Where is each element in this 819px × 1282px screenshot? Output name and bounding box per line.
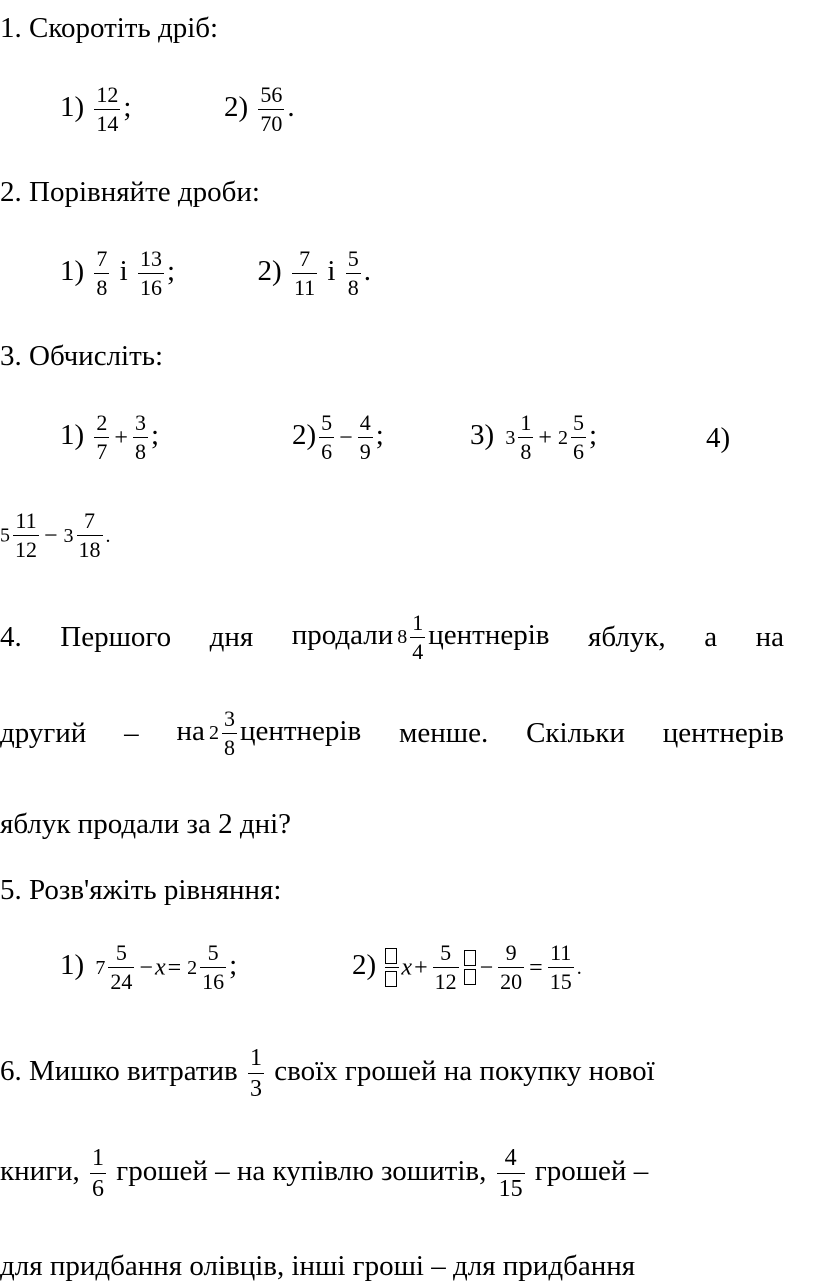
punct: ; [229, 949, 238, 982]
numerator: 3 [134, 410, 146, 435]
denominator: 24 [110, 969, 133, 994]
fraction [258, 84, 284, 135]
fraction [200, 942, 226, 993]
denominator: 11 [293, 275, 316, 300]
whole-part: 3 [63, 524, 74, 547]
task5-item2 [352, 942, 582, 993]
minus-sign: − [339, 424, 353, 451]
numerator: 7 [96, 246, 108, 271]
whole-part: 8 [397, 626, 408, 648]
equals-sign: = [529, 954, 543, 981]
text: книги, [0, 1155, 80, 1188]
fraction [222, 708, 237, 759]
numerator: 1 [250, 1045, 262, 1071]
fraction [13, 510, 39, 561]
fraction [518, 412, 533, 463]
fraction [292, 248, 317, 299]
numerator: 1 [412, 610, 424, 635]
whole-part: 3 [505, 426, 516, 449]
numerator: 13 [139, 246, 162, 271]
denominator: 6 [90, 1173, 106, 1201]
word: другий [0, 717, 87, 749]
denominator: 6 [321, 439, 333, 464]
denominator: 12 [434, 969, 457, 994]
word: яблук, [588, 621, 666, 653]
word: на [755, 621, 784, 653]
word: Першого [60, 621, 172, 653]
equals-sign: = [167, 954, 182, 981]
whole-part: 2 [557, 426, 568, 449]
punct: ; [375, 419, 384, 452]
task2-item2-label: 2) [257, 255, 282, 288]
text: своїх грошей на покупку нової [274, 1055, 655, 1088]
punct: . [576, 957, 582, 980]
denominator: 7 [96, 439, 108, 464]
denominator: 8 [223, 735, 235, 760]
task5-item1-label: 1) [60, 949, 85, 982]
numerator: 3 [223, 706, 235, 731]
fraction [94, 412, 109, 463]
denominator: 4 [412, 639, 424, 664]
numerator: 12 [96, 82, 119, 107]
punct: . [287, 91, 295, 124]
task3-item3 [470, 412, 597, 463]
fraction [548, 942, 574, 993]
task2-title: 2. Порівняйте дроби: [0, 176, 260, 208]
fraction [433, 942, 459, 993]
fraction [497, 1146, 525, 1201]
task3-item1-label: 1) [60, 419, 85, 452]
denominator: 8 [520, 439, 532, 464]
denominator: 14 [96, 111, 119, 136]
plus-sign: + [414, 954, 428, 981]
numerator: 4 [504, 1145, 517, 1171]
task3-item3-label: 3) [470, 419, 495, 452]
missing-glyph-box [385, 971, 397, 987]
mixed-number-group [292, 612, 550, 663]
task3-item4 [0, 510, 111, 561]
mixed-number-group [177, 708, 362, 759]
minus-sign: − [44, 522, 58, 549]
missing-glyph-box [464, 950, 476, 966]
numerator: 7 [299, 246, 311, 271]
denominator: 9 [359, 439, 371, 464]
task5-item1 [60, 942, 237, 993]
task5-title: 5. Розв'яжіть рівняння: [0, 874, 282, 906]
numerator: 11 [550, 940, 572, 965]
task4-line3: яблук продали за 2 дні? [0, 808, 292, 840]
punct: ; [150, 419, 160, 452]
denominator: 15 [549, 969, 572, 994]
numerator: 1 [92, 1145, 105, 1171]
denominator: 20 [500, 969, 523, 994]
punct: ; [123, 91, 132, 124]
punct: . [105, 525, 111, 548]
task3-item1 [60, 412, 159, 463]
task2-items [60, 248, 371, 299]
fraction [248, 1046, 264, 1101]
task2-item1-label: 1) [60, 255, 85, 288]
word: – [124, 717, 139, 749]
task1-title: 1. Скоротіть дріб: [0, 12, 219, 44]
task4-line1 [0, 612, 784, 663]
numerator: 1 [520, 410, 532, 435]
word: на [176, 715, 205, 748]
denominator: 16 [202, 969, 225, 994]
word: центнерів [239, 715, 362, 748]
task6-line1 [0, 1046, 655, 1101]
denominator: 15 [497, 1173, 525, 1201]
numerator: 9 [505, 940, 517, 965]
missing-glyph-bracket [464, 950, 476, 985]
task6-line2 [0, 1146, 648, 1201]
task5-item2-label: 2) [352, 949, 377, 982]
word: Скільки [526, 717, 625, 749]
task1-item2-label: 2) [223, 91, 249, 124]
task3-item2 [292, 412, 384, 463]
numerator: 5 [115, 940, 127, 965]
word: а [704, 621, 718, 653]
minus-sign: − [479, 954, 494, 981]
fraction [133, 412, 148, 463]
denominator: 70 [260, 111, 283, 136]
fraction [138, 248, 164, 299]
denominator: 6 [572, 439, 584, 464]
fraction [358, 412, 373, 463]
denominator: 8 [134, 439, 146, 464]
task3-item4-label: 4) [706, 422, 731, 454]
text: 6. Мишко витратив [0, 1055, 238, 1088]
text: грошей – [534, 1155, 649, 1188]
numerator: 2 [96, 410, 108, 435]
word: центнерів [662, 717, 784, 749]
numerator: 5 [207, 940, 219, 965]
numerator: 4 [359, 410, 371, 435]
conjunction: і [327, 255, 336, 288]
fraction [498, 942, 524, 993]
missing-glyph-fraction [385, 948, 399, 987]
numerator: 5 [572, 410, 584, 435]
task3-item2-label: 2) [292, 419, 317, 452]
fraction [94, 248, 109, 299]
denominator: 18 [78, 537, 101, 562]
word: менше. [399, 717, 489, 749]
variable: x [154, 954, 166, 981]
punct: ; [166, 255, 176, 288]
fraction [94, 84, 120, 135]
fraction [346, 248, 361, 299]
text: грошей – на купівлю зошитів, [116, 1155, 487, 1188]
task3-title: 3. Обчисліть: [0, 340, 164, 372]
punct: ; [588, 419, 598, 452]
plus-sign: + [538, 424, 552, 451]
numerator: 7 [84, 508, 96, 533]
task4-line2 [0, 708, 784, 759]
denominator: 12 [15, 537, 37, 562]
fraction [319, 412, 334, 463]
numerator: 56 [260, 82, 283, 107]
whole-part: 2 [208, 722, 219, 744]
task1-item1-label: 1) [60, 91, 85, 124]
denominator: 3 [248, 1073, 264, 1101]
conjunction: і [119, 255, 128, 288]
numerator: 5 [440, 940, 452, 965]
fraction [571, 412, 586, 463]
fraction [108, 942, 134, 993]
plus-sign: + [114, 424, 128, 451]
word: продали [291, 619, 394, 652]
word: центнерів [428, 619, 550, 652]
punct: . [363, 255, 371, 288]
fraction [90, 1146, 106, 1201]
minus-sign: − [139, 954, 153, 981]
fraction [410, 612, 425, 663]
missing-glyph-box [385, 948, 397, 964]
missing-glyph-box [464, 969, 476, 985]
denominator: 8 [96, 275, 108, 300]
whole-part: 7 [95, 956, 106, 979]
denominator: 8 [347, 275, 359, 300]
denominator: 16 [139, 275, 162, 300]
word: 4. [0, 621, 22, 653]
whole-part: 2 [187, 956, 198, 979]
numerator: 11 [15, 508, 37, 533]
numerator: 5 [347, 246, 359, 271]
fraction [77, 510, 103, 561]
whole-part: 5 [0, 524, 10, 547]
fraction-bar [385, 967, 399, 968]
numerator: 5 [321, 410, 333, 435]
task6-line3: для придбання олівців, інші гроші – для придбання [0, 1250, 636, 1282]
word: дня [209, 621, 254, 653]
variable: x [401, 954, 413, 981]
task1-items [60, 84, 295, 135]
